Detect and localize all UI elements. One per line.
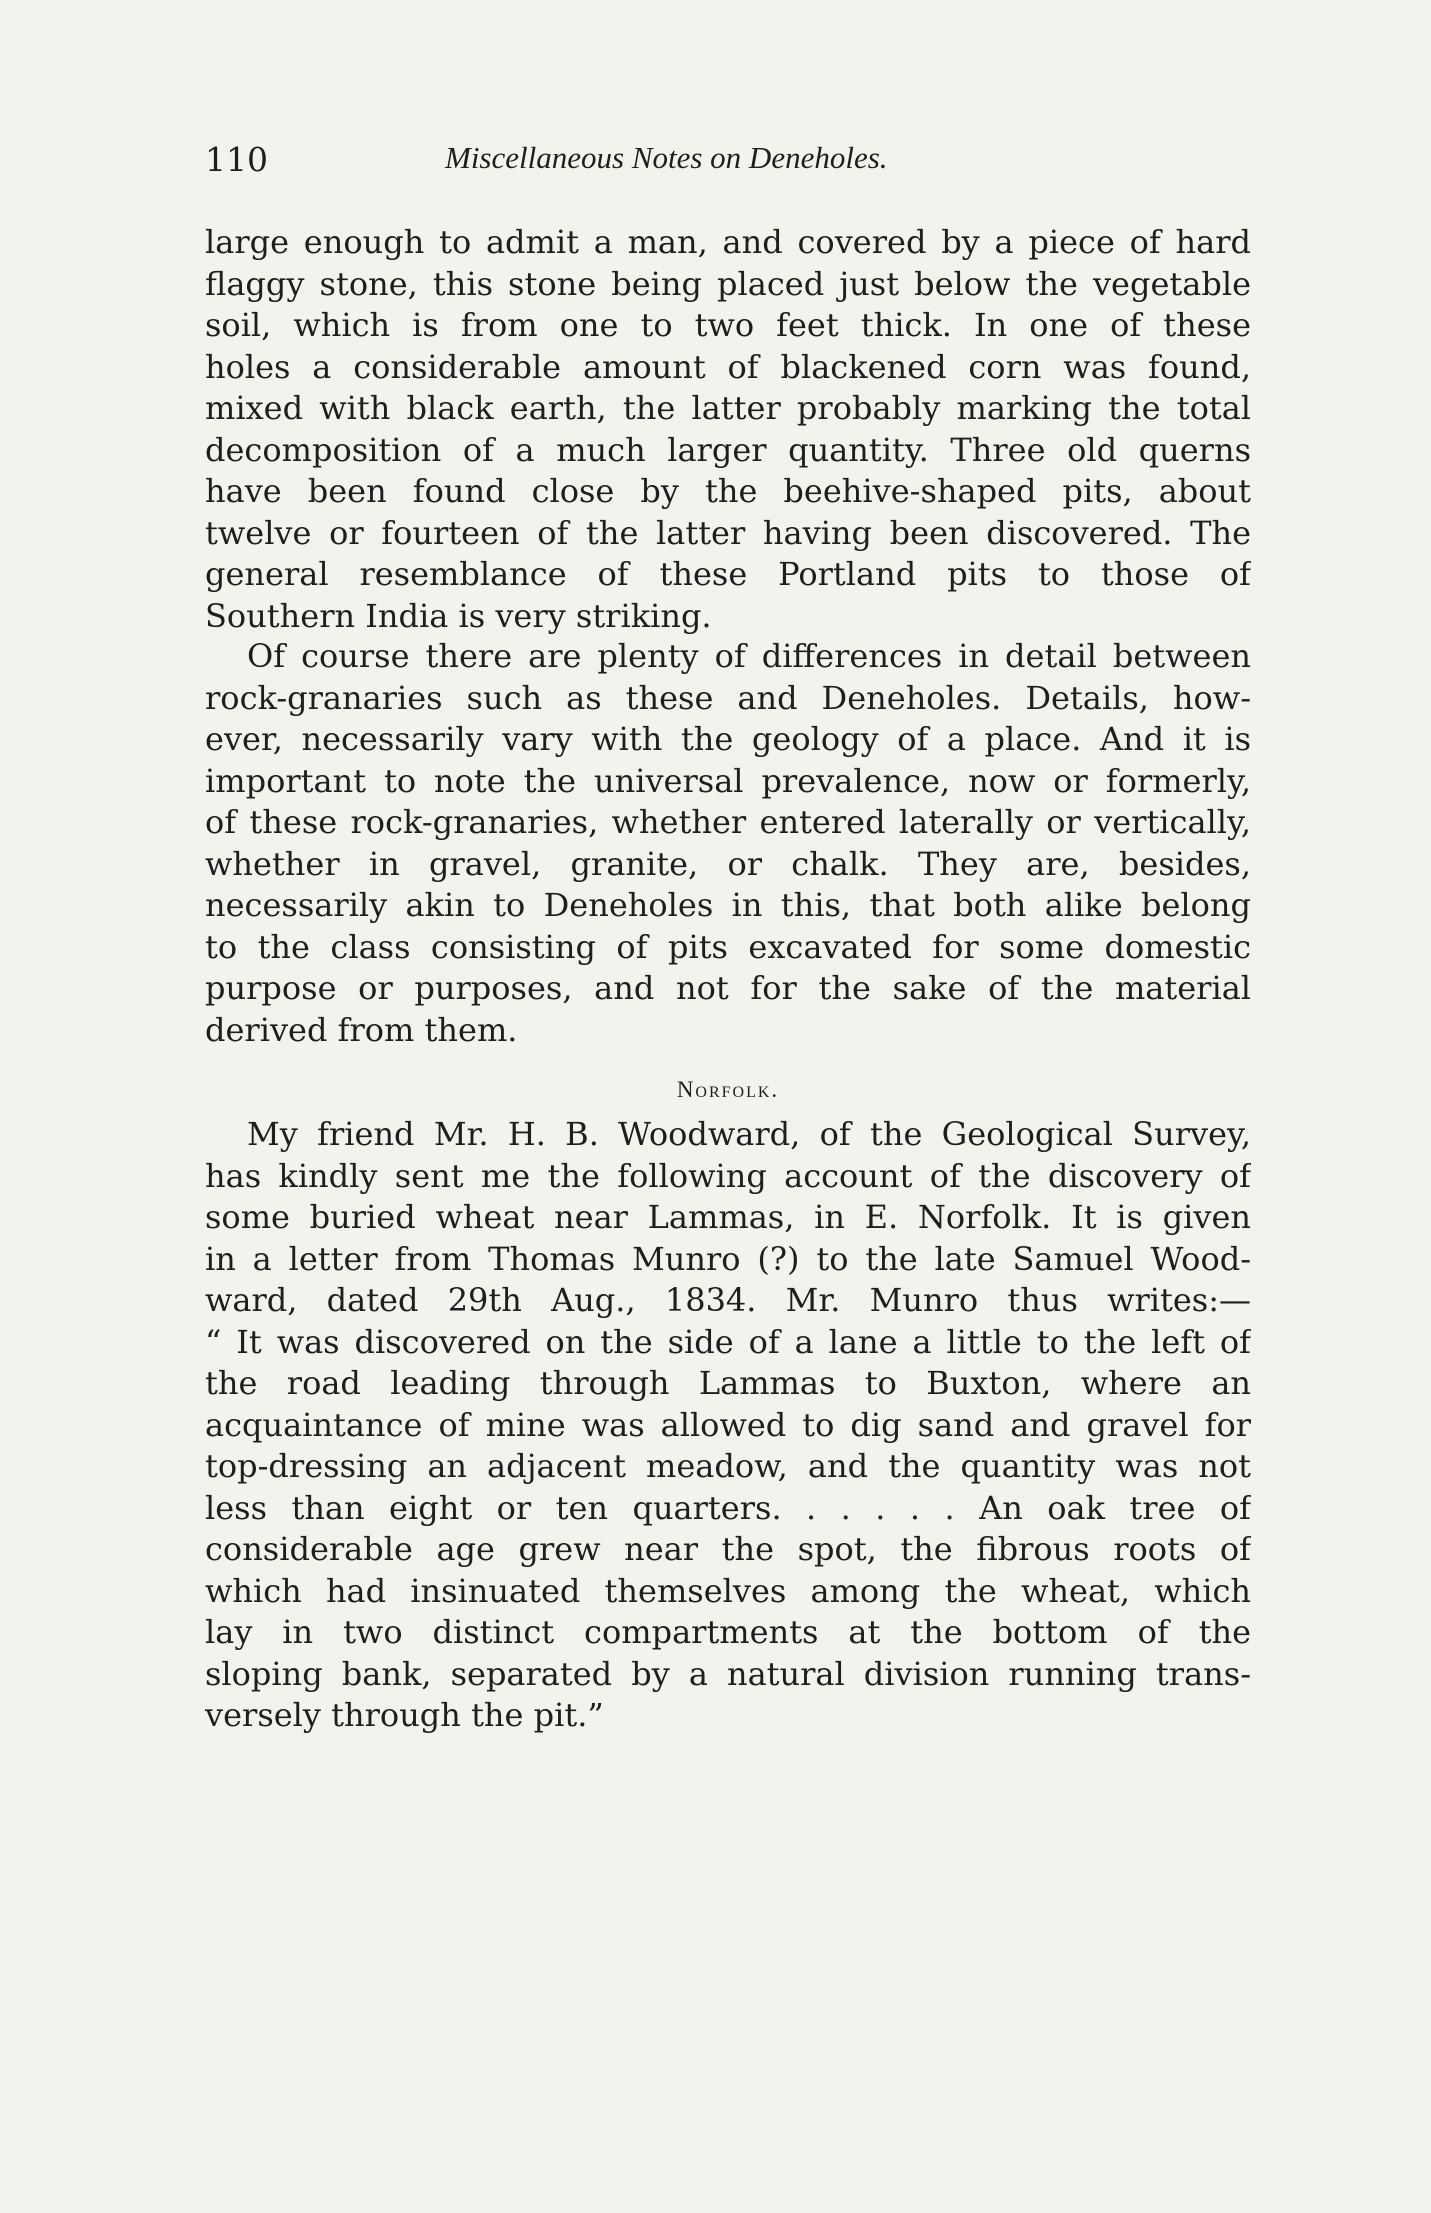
text-line: some buried wheat near Lammas, in E. Norfolk. It is given [205,1198,1251,1236]
text-line: Of course there are plenty of differences in detail between [247,637,1251,675]
text-line: acquaintance of mine was allowed to dig sand and gravel for [205,1405,1251,1444]
text-line: rock-granaries such as these and Deneholes. Details, how- [205,678,1251,717]
text-line: top-dressing an adjacent meadow, and the quantity was not [205,1447,1251,1485]
text-line: less than eight or ten quarters. . . . . . An oak tree of [205,1488,1251,1527]
text-line: ever, necessarily vary with the geology of a place. And it is [205,720,1251,758]
text-line: necessarily akin to Deneholes in this, that both alike belong [205,886,1251,924]
page-number: 110 [205,140,268,179]
text-line: lay in two distinct compartments at the bottom of the [205,1613,1251,1651]
text-line: mixed with black earth, the latter probably marking the total [205,389,1251,427]
text-line: versely through the pit.” [205,1696,604,1734]
text-line: to the class consisting of pits excavated for some domestic [205,927,1251,966]
text-line: soil, which is from one to two feet thick. In one of these [205,306,1251,344]
section-norfolk [205,1066,1251,1737]
text-line: has kindly sent me the following account of the discovery of [205,1156,1251,1195]
running-title: Miscellaneous Notes on Deneholes. [445,140,888,175]
text-line: which had insinuated themselves among the wheat, which [205,1571,1251,1610]
text-line: decomposition of a much larger quantity. Three old querns [205,430,1251,469]
text-line: My friend Mr. H. B. Woodward, of the Geological Survey, [247,1115,1251,1153]
text-line: derived from them. [205,1010,518,1049]
paragraph-rock-granaries [205,636,1251,1051]
text-line: purpose or purposes, and not for the sake of the material [205,969,1251,1007]
paragraph-continued [205,222,1251,637]
text-line: of these rock-granaries, whether entered laterally or vertically, [205,803,1251,841]
text-line: large enough to admit a man, and covered by a piece of hard [205,223,1251,261]
text-line: “ It was discovered on the side of a lane a little to the left of [205,1322,1251,1361]
text-line: have been found close by the beehive-shaped pits, about [205,472,1251,510]
page-header [205,140,1251,190]
text-line: whether in gravel, granite, or chalk. They are, besides, [205,844,1251,883]
text-line: considerable age grew near the spot, the fibrous roots of [205,1530,1251,1568]
section-heading: Norfolk. [676,1077,780,1102]
text-line: in a letter from Thomas Munro (?) to the late Samuel Wood- [205,1239,1251,1278]
text-line: flaggy stone, this stone being placed just below the vegetable [205,264,1251,303]
text-line: twelve or fourteen of the latter having been discovered. The [205,513,1251,552]
text-line: ward, dated 29th Aug., 1834. Mr. Munro thus writes:— [205,1281,1251,1319]
text-line: general resemblance of these Portland pits to those of [205,555,1251,593]
text-line: holes a considerable amount of blackened corn was found, [205,347,1251,386]
text-line: the road leading through Lammas to Buxton, where an [205,1364,1251,1402]
text-line: important to note the universal prevalence, now or formerly, [205,761,1251,800]
text-line: sloping bank, separated by a natural division running trans- [205,1654,1251,1693]
text-line: Southern India is very striking. [205,596,712,635]
